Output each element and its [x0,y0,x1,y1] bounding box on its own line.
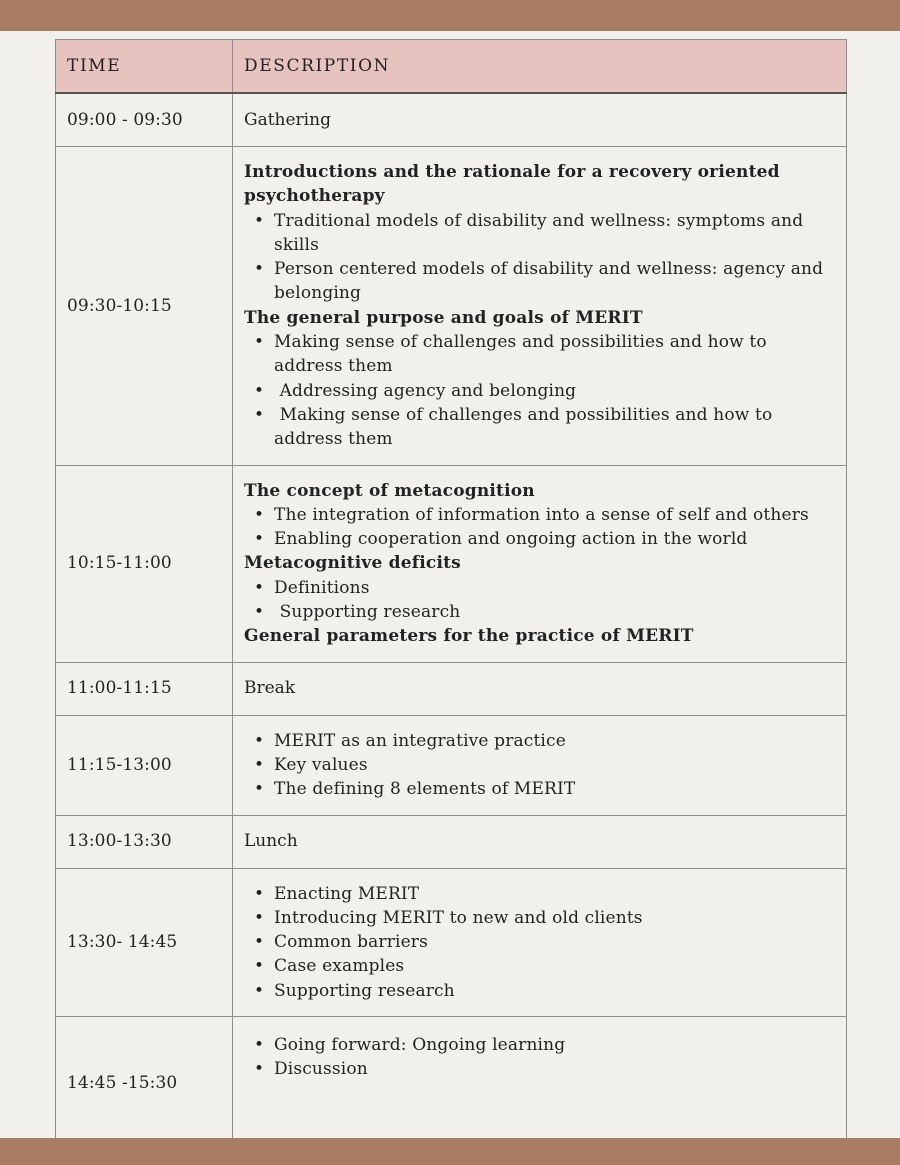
bottom-decorative-band [0,1138,900,1165]
top-decorative-band [0,0,900,31]
description-cell: Break [233,662,847,715]
time-cell: 14:45 -15:30 [56,1017,233,1151]
table-row [56,815,847,868]
description-column-header: DESCRIPTION [233,40,847,94]
list-item: • Key values [244,753,835,777]
list-item: • Making sense of challenges and possibilities and how to address them [244,403,835,452]
description-cell [233,465,847,662]
bullet-list [244,330,835,451]
header-row [56,40,847,94]
bullet-list [244,882,835,1003]
description-cell [233,1017,847,1151]
time-cell: 09:00 - 09:30 [56,93,233,147]
list-item: • The integration of information into a sense of self and others [244,503,835,527]
description-cell: Gathering [233,93,847,147]
list-item: • Definitions [244,576,835,600]
time-column-header: TIME [56,40,233,94]
list-item: • Going forward: Ongoing learning [244,1033,835,1057]
section-heading: General parameters for the practice of MERIT [244,626,694,647]
list-item: • Enacting MERIT [244,882,835,906]
description-cell [233,147,847,466]
table-row [56,868,847,1016]
list-item: • Supporting research [244,979,835,1003]
description-cell [233,868,847,1016]
bullet-list [244,1033,835,1082]
time-cell: 13:00-13:30 [56,815,233,868]
list-item: • The defining 8 elements of MERIT [244,777,835,801]
section-heading: Introductions and the rationale for a recovery oriented psychotherapy [244,162,780,207]
list-item: • Discussion [244,1057,835,1081]
bullet-list [244,503,835,552]
time-cell: 11:15-13:00 [56,715,233,815]
description-cell [233,715,847,815]
bullet-list [244,209,835,306]
time-cell: 09:30-10:15 [56,147,233,466]
table-row [56,662,847,715]
list-item: • Supporting research [244,600,835,624]
section-heading: Metacognitive deficits [244,553,461,574]
list-item: • Addressing agency and belonging [244,379,835,403]
description-cell: Lunch [233,815,847,868]
section-heading: The concept of metacognition [244,480,535,501]
list-item: • Traditional models of disability and wellness: symptoms and skills [244,209,835,258]
time-cell: 10:15-11:00 [56,465,233,662]
table-row [56,465,847,662]
bullet-list [244,576,835,625]
list-item: • Introducing MERIT to new and old clients [244,906,835,930]
table-row [56,93,847,147]
section-heading: The general purpose and goals of MERIT [244,307,643,328]
list-item: • MERIT as an integrative practice [244,729,835,753]
table-row [56,147,847,466]
table-row [56,1017,847,1151]
list-item: • Making sense of challenges and possibilities and how to address them [244,330,835,379]
time-cell: 13:30- 14:45 [56,868,233,1016]
list-item: • Common barriers [244,930,835,954]
table-row [56,715,847,815]
list-item: • Case examples [244,954,835,978]
list-item: • Enabling cooperation and ongoing action in the world [244,527,835,551]
list-item: • Person centered models of disability and wellness: agency and belonging [244,257,835,306]
time-cell: 11:00-11:15 [56,662,233,715]
agenda-table [55,39,847,1151]
bullet-list [244,729,835,802]
